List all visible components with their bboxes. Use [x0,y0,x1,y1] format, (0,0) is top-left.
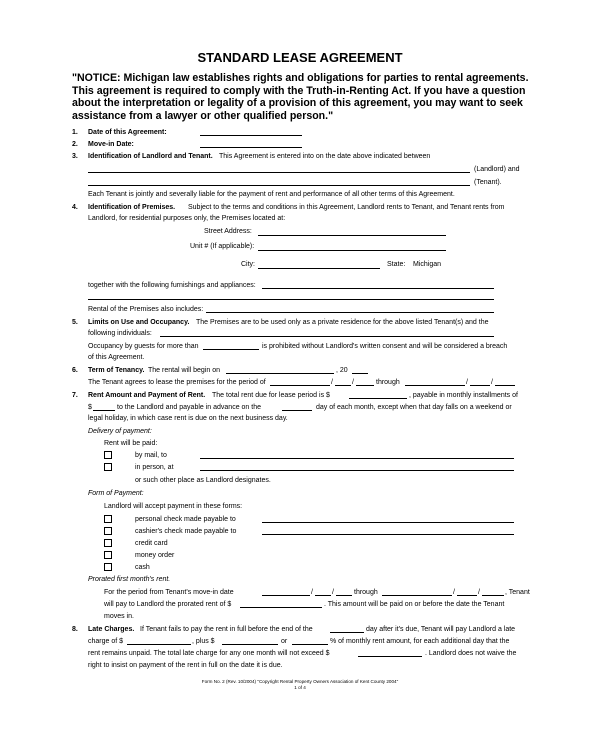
street-address-label: Street Address: [204,228,252,235]
cashiers-check-payee-field[interactable] [262,534,514,535]
section-3-label: Identification of Landlord and Tenant. [88,153,213,160]
late-grace-day-field[interactable] [330,632,364,633]
landlord-suffix: (Landlord) and [474,166,520,173]
total-rent-field[interactable] [349,398,407,399]
prorated-from-month-field[interactable] [262,595,310,596]
accepted-payment-label: Landlord will accept payment in these forms: [104,503,243,510]
city-field[interactable] [258,268,380,269]
section-8-label: Late Charges. [88,626,135,633]
section-4-number: 4. [72,204,78,211]
daily-late-percent-field[interactable] [292,644,328,645]
document-title: STANDARD LEASE AGREEMENT [197,50,403,65]
prorated-to-sep-2: / [478,589,480,596]
section-5-text-2: following individuals: [88,330,152,337]
tenant-name-field[interactable] [88,185,470,186]
furnishings-field-2[interactable] [88,299,494,300]
move-in-date-field[interactable] [200,147,302,148]
tenant-suffix: (Tenant). [474,179,502,186]
section-2-label: Move-in Date: [88,141,134,148]
prorated-period-text: For the period from Tenant's move-in date [104,589,234,596]
section-2-number: 2. [72,141,78,148]
footer-form-number: Form No. 2 (Rev. 10/2004) "Copyright Rental Property Owners Association of Kent County 2004" [201,679,399,684]
prorated-through-text: through [354,589,378,596]
late-charge-text-2a: charge of $ [88,638,124,645]
by-mail-checkbox[interactable] [104,451,112,459]
section-7-number: 7. [72,392,78,399]
prorated-to-sep-1: / [453,589,455,596]
occupancy-text-b: is prohibited without Landlord's written consent and will be considered a breach [262,343,508,350]
section-3-number: 3. [72,153,78,160]
lease-end-sep-2: / [491,379,493,386]
lease-period-text: The Tenant agrees to lease the premises for the period of [88,379,266,386]
lease-end-year-field[interactable] [495,385,515,386]
prorated-to-day-field[interactable] [457,595,477,596]
section-3-text: This Agreement is entered into on the date above indicated between [219,153,431,160]
total-rent-text: The total rent due for lease period is $ [212,392,330,399]
monthly-installment-field[interactable] [93,410,115,411]
late-charge-text-3b: . Landlord does not waive the [425,650,517,657]
daily-late-amount-field[interactable] [222,644,278,645]
prorated-to-month-field[interactable] [382,595,452,596]
rental-begin-year-text: , 20 [336,367,348,374]
lease-start-month-field[interactable] [270,385,330,386]
city-label: City: [241,261,255,268]
landlord-name-field[interactable] [88,172,470,173]
money-order-checkbox[interactable] [104,551,112,559]
cashiers-check-checkbox[interactable] [104,527,112,535]
late-charge-max-field[interactable] [358,656,422,657]
late-charge-or-text: or [281,638,288,645]
prorated-from-day-field[interactable] [315,595,331,596]
in-person-checkbox[interactable] [104,463,112,471]
late-charge-text-2b: , plus $ [192,638,215,645]
agreement-date-field[interactable] [200,135,302,136]
lease-start-sep-1: / [331,379,333,386]
section-7-label: Rent Amount and Payment of Rent. [88,392,206,399]
form-of-payment-heading: Form of Payment: [88,490,144,497]
prorated-from-sep-1: / [311,589,313,596]
prorated-amount-text: will pay to Landlord the prorated rent of $ [104,601,232,608]
occupants-field[interactable] [160,336,494,337]
prorated-amount-field[interactable] [240,607,322,608]
lease-start-day-field[interactable] [335,385,351,386]
notice-paragraph: "NOTICE: Michigan law establishes rights and obligations for parties to rental agreements. This agreement is required to comply with the Truth-in-Renting Act. If you have a question about the interpretation or legality of a provision of this agreement, you may want to seek assistance from a lawyer or other qualified person." [72,72,529,122]
monthly-installments-text: , payable in monthly installments of [409,392,518,399]
lease-start-sep-2: / [352,379,354,386]
lease-through-text: through [376,379,400,386]
in-person-address-field[interactable] [200,470,514,471]
late-charge-text-3a: rent remains unpaid. The total late charge for any one month will not exceed $ [88,650,330,657]
rent-will-be-paid-label: Rent will be paid: [104,440,158,447]
delivery-of-payment-heading: Delivery of payment: [88,428,152,435]
unit-field[interactable] [258,250,446,251]
payable-advance-text: to the Landlord and payable in advance on the [117,404,262,411]
cash-checkbox[interactable] [104,563,112,571]
due-day-field[interactable] [282,410,312,411]
due-day-text: day of each month, except when that day falls on a weekend or [316,404,512,411]
money-order-label: money order [135,552,175,559]
premises-includes-field[interactable] [206,312,494,313]
prorated-due-text: . This amount will be paid on or before the date the Tenant [324,601,505,608]
state-label: State: [387,261,406,268]
lease-end-day-field[interactable] [470,385,490,386]
section-4-label: Identification of Premises. [88,204,176,211]
prorated-moves-in-text: moves in. [104,613,134,620]
mail-address-field[interactable] [200,458,514,459]
prorated-tenant-text: , Tenant [505,589,530,596]
rental-begin-date-field[interactable] [226,373,334,374]
section-5-number: 5. [72,319,78,326]
guest-days-field[interactable] [203,349,259,350]
legal-holiday-text: legal holiday, in which case rent is due on the next business day. [88,415,288,422]
in-person-label: in person, at [135,464,174,471]
lease-start-year-field[interactable] [356,385,374,386]
joint-liability-text: Each Tenant is jointly and severally liable for the payment of rent and performance of all other terms of this Agreement. [88,191,455,198]
rental-begin-text: The rental will begin on [148,367,220,374]
late-charge-text-4: right to insist on payment of the rent in full on the date it is due. [88,662,283,669]
section-1-label: Date of this Agreement: [88,129,167,136]
occupancy-text-c: of this Agreement. [88,354,145,361]
section-6-number: 6. [72,367,78,374]
street-address-field[interactable] [258,235,446,236]
section-4-text-1: Subject to the terms and conditions in this Agreement, Landlord rents to Tenant, and Tenant rents from [188,204,505,211]
prorated-from-year-field[interactable] [336,595,352,596]
personal-check-payee-field[interactable] [262,522,514,523]
credit-card-label: credit card [135,540,168,547]
footer-page-number: 1 of 4 [294,685,306,690]
premises-includes-label: Rental of the Premises also includes: [88,306,204,313]
furnishings-field[interactable] [262,288,494,289]
furnishings-label: together with the following furnishings and appliances: [88,282,256,289]
section-4-text-2: Landlord, for residential purposes only, the Premises located at: [88,215,286,222]
late-charge-text-2d: % of monthly rent amount, for each additional day that the [330,638,510,645]
section-5-label: Limits on Use and Occupancy. [88,319,190,326]
lease-end-sep-1: / [466,379,468,386]
rental-begin-year-field[interactable] [352,373,368,374]
state-value: Michigan [413,261,442,268]
late-charge-text-1a: If Tenant fails to pay the rent in full before the end of the [140,626,313,633]
late-charge-text-1b: day after it's due, Tenant will pay Landlord a late [366,626,516,633]
occupancy-text-a: Occupancy by guests for more than [88,343,199,350]
credit-card-checkbox[interactable] [104,539,112,547]
unit-label: Unit # (If applicable): [190,243,255,250]
prorated-from-sep-2: / [332,589,334,596]
personal-check-label: personal check made payable to [135,516,236,523]
cashiers-check-label: cashier's check made payable to [135,528,237,535]
installment-dollar-sign: $ [88,404,92,411]
prorated-rent-heading: Prorated first month's rent. [88,576,171,583]
personal-check-checkbox[interactable] [104,515,112,523]
section-6-label: Term of Tenancy. [88,367,145,374]
section-1-number: 1. [72,129,78,136]
by-mail-label: by mail, to [135,452,167,459]
section-5-text-1: The Premises are to be used only as a private residence for the above listed Tenant(s) and the [196,319,489,326]
prorated-to-year-field[interactable] [482,595,504,596]
other-place-text: or such other place as Landlord designates. [135,477,271,484]
cash-label: cash [135,564,150,571]
late-charge-amount-field[interactable] [127,644,191,645]
lease-end-month-field[interactable] [405,385,465,386]
section-8-number: 8. [72,626,78,633]
